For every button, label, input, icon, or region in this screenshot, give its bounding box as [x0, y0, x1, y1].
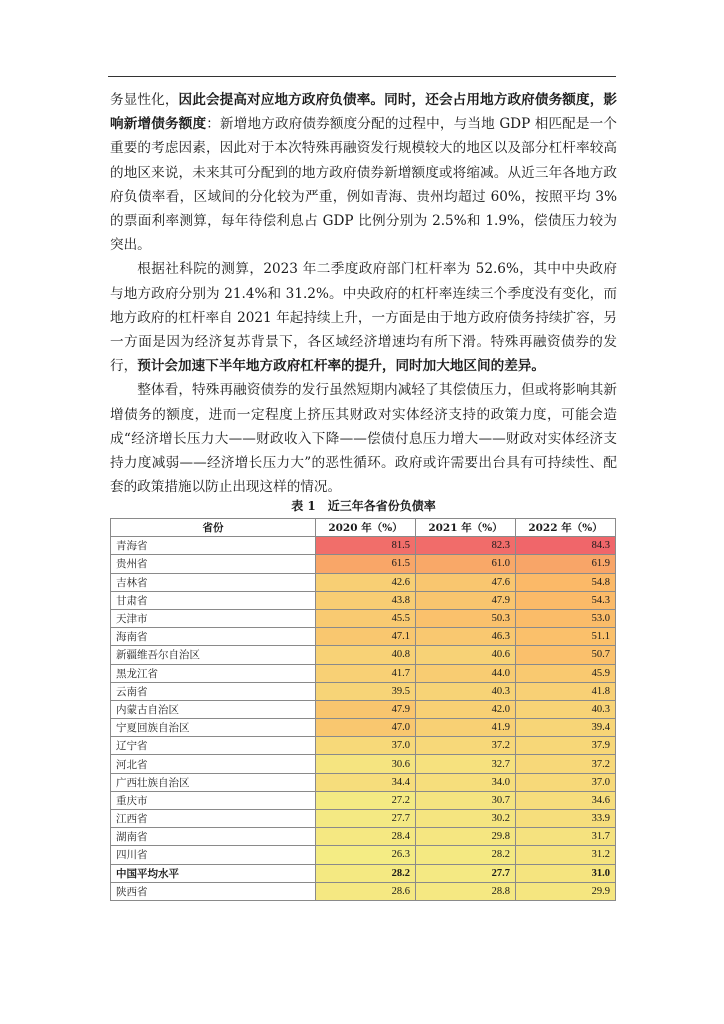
value-cell-2021: 42.0 [416, 700, 516, 718]
header-2022: 2022 年（%） [516, 519, 616, 537]
province-cell: 湖南省 [111, 828, 316, 846]
value-cell-2022: 45.9 [516, 664, 616, 682]
value-cell-2021: 27.7 [416, 864, 516, 882]
value-cell-2020: 40.8 [316, 646, 416, 664]
province-cell: 重庆市 [111, 791, 316, 809]
value-cell-2022: 54.3 [516, 591, 616, 609]
table-row [111, 646, 616, 664]
table-header-row [111, 519, 616, 537]
value-cell-2022: 84.3 [516, 537, 616, 555]
value-cell-2021: 32.7 [416, 755, 516, 773]
value-cell-2022: 31.0 [516, 864, 616, 882]
province-cell: 辽宁省 [111, 737, 316, 755]
table-row-average [111, 864, 616, 882]
value-cell-2021: 30.7 [416, 791, 516, 809]
value-cell-2021: 28.2 [416, 846, 516, 864]
value-cell-2020: 28.2 [316, 864, 416, 882]
table-row [111, 555, 616, 573]
value-cell-2021: 82.3 [416, 537, 516, 555]
emphasis-text: 因此会提高对应地方政府负债率。同时，还会占用地方政府债务额度，影响新增债务额度 [110, 92, 618, 133]
value-cell-2022: 31.7 [516, 828, 616, 846]
header-2020: 2020 年（%） [316, 519, 416, 537]
table-row [111, 773, 616, 791]
value-cell-2020: 41.7 [316, 664, 416, 682]
value-cell-2020: 26.3 [316, 846, 416, 864]
value-cell-2022: 40.3 [516, 700, 616, 718]
value-cell-2020: 45.5 [316, 609, 416, 627]
province-cell: 四川省 [111, 846, 316, 864]
value-cell-2020: 28.6 [316, 882, 416, 900]
header-2021: 2021 年（%） [416, 519, 516, 537]
paragraph-text: 整体看，特殊再融资债券的发行虽然短期内减轻了其偿债压力，但或将影响其新增债务的额度，进而一定程度上挤压其财政对实体经济支持的政策力度，可能会造成“经济增长压力大——财政收入下降——偿债付息压力增大——财政对实体经济支持力度减弱——经济增长压力大”的恶性循环。政府或许需要出台具有可持续性、配套的政策措施以防止出现这样的情况。 [110, 382, 617, 496]
table-row [111, 810, 616, 828]
paragraph-text: 根据社科院的测算，2023 年二季度政府部门杠杆率为 52.6%，其中中央政府与地方政府分别为 21.4%和 31.2%。中央政府的杠杆率连续三个季度没有变化，而地方政府的杠杆率自 2021 年起持续上升，一方面是由于地方政府债务持续扩容，另一方面是因为经济复苏背景下，各区域经济增速均有所下滑。特殊再融资债券的发行， [110, 261, 617, 375]
emphasis-text: 预计会加速下半年地方政府杠杆率的提升，同时加大地区间的差异。 [137, 358, 545, 375]
value-cell-2022: 37.2 [516, 755, 616, 773]
paragraph-text: ：新增地方政府债券额度分配的过程中，与当地 GDP 相匹配是一个重要的考虑因素，因此对于本次特殊再融资发行规模较大的地区以及部分杠杆率较高的地区来说，未来其可分配到的地方政府债券新增额度或将缩减。从近三年各地方政府负债率看，区域间的分化较为严重，例如青海、贵州均超过 60%，按照平均 3%的票面利率测算，每年待偿利息占 GDP 比例分别为 2.5%和 1.9%，偿债压力较为突出。 [110, 116, 618, 254]
value-cell-2022: 31.2 [516, 846, 616, 864]
value-cell-2022: 41.8 [516, 682, 616, 700]
value-cell-2021: 30.2 [416, 810, 516, 828]
table-row [111, 882, 616, 900]
table-row [111, 537, 616, 555]
value-cell-2020: 43.8 [316, 591, 416, 609]
table-row [111, 737, 616, 755]
value-cell-2021: 40.6 [416, 646, 516, 664]
paragraph [110, 378, 617, 499]
province-cell: 广西壮族自治区 [111, 773, 316, 791]
province-cell: 宁夏回族自治区 [111, 719, 316, 737]
province-cell: 天津市 [111, 609, 316, 627]
province-cell: 海南省 [111, 628, 316, 646]
table-row [111, 700, 616, 718]
province-cell: 中国平均水平 [111, 864, 316, 882]
province-cell: 内蒙古自治区 [111, 700, 316, 718]
value-cell-2022: 29.9 [516, 882, 616, 900]
value-cell-2022: 34.6 [516, 791, 616, 809]
table-row [111, 682, 616, 700]
table-row [111, 573, 616, 591]
table-row [111, 719, 616, 737]
value-cell-2021: 41.9 [416, 719, 516, 737]
value-cell-2021: 34.0 [416, 773, 516, 791]
value-cell-2021: 50.3 [416, 609, 516, 627]
table-row [111, 791, 616, 809]
province-cell: 陕西省 [111, 882, 316, 900]
table-row [111, 755, 616, 773]
value-cell-2020: 37.0 [316, 737, 416, 755]
province-cell: 河北省 [111, 755, 316, 773]
province-cell: 吉林省 [111, 573, 316, 591]
debt-ratio-table [110, 518, 616, 901]
paragraph [110, 88, 617, 257]
header-province: 省份 [111, 519, 316, 537]
table-row [111, 664, 616, 682]
value-cell-2021: 47.6 [416, 573, 516, 591]
value-cell-2022: 33.9 [516, 810, 616, 828]
article-body [110, 88, 617, 499]
value-cell-2021: 46.3 [416, 628, 516, 646]
value-cell-2020: 47.9 [316, 700, 416, 718]
value-cell-2020: 27.2 [316, 791, 416, 809]
value-cell-2021: 40.3 [416, 682, 516, 700]
value-cell-2022: 61.9 [516, 555, 616, 573]
value-cell-2022: 50.7 [516, 646, 616, 664]
table-row [111, 591, 616, 609]
table-row [111, 846, 616, 864]
table-row [111, 828, 616, 846]
paragraph [110, 257, 617, 378]
value-cell-2021: 28.8 [416, 882, 516, 900]
value-cell-2020: 42.6 [316, 573, 416, 591]
value-cell-2020: 61.5 [316, 555, 416, 573]
value-cell-2022: 51.1 [516, 628, 616, 646]
value-cell-2021: 37.2 [416, 737, 516, 755]
table-row [111, 628, 616, 646]
value-cell-2020: 28.4 [316, 828, 416, 846]
value-cell-2021: 29.8 [416, 828, 516, 846]
header-rule [108, 76, 616, 77]
value-cell-2020: 30.6 [316, 755, 416, 773]
value-cell-2020: 39.5 [316, 682, 416, 700]
value-cell-2022: 53.0 [516, 609, 616, 627]
province-cell: 甘肃省 [111, 591, 316, 609]
value-cell-2020: 47.1 [316, 628, 416, 646]
province-cell: 云南省 [111, 682, 316, 700]
table-row [111, 609, 616, 627]
value-cell-2021: 61.0 [416, 555, 516, 573]
value-cell-2020: 81.5 [316, 537, 416, 555]
province-cell: 青海省 [111, 537, 316, 555]
table-caption: 表 1 近三年各省份负债率 [291, 499, 436, 513]
value-cell-2020: 47.0 [316, 719, 416, 737]
province-cell: 贵州省 [111, 555, 316, 573]
value-cell-2020: 34.4 [316, 773, 416, 791]
value-cell-2022: 37.0 [516, 773, 616, 791]
paragraph-text: 务显性化， [110, 92, 179, 108]
value-cell-2022: 37.9 [516, 737, 616, 755]
province-cell: 江西省 [111, 810, 316, 828]
value-cell-2021: 44.0 [416, 664, 516, 682]
value-cell-2022: 39.4 [516, 719, 616, 737]
province-cell: 黑龙江省 [111, 664, 316, 682]
value-cell-2022: 54.8 [516, 573, 616, 591]
value-cell-2021: 47.9 [416, 591, 516, 609]
province-cell: 新疆维吾尔自治区 [111, 646, 316, 664]
value-cell-2020: 27.7 [316, 810, 416, 828]
